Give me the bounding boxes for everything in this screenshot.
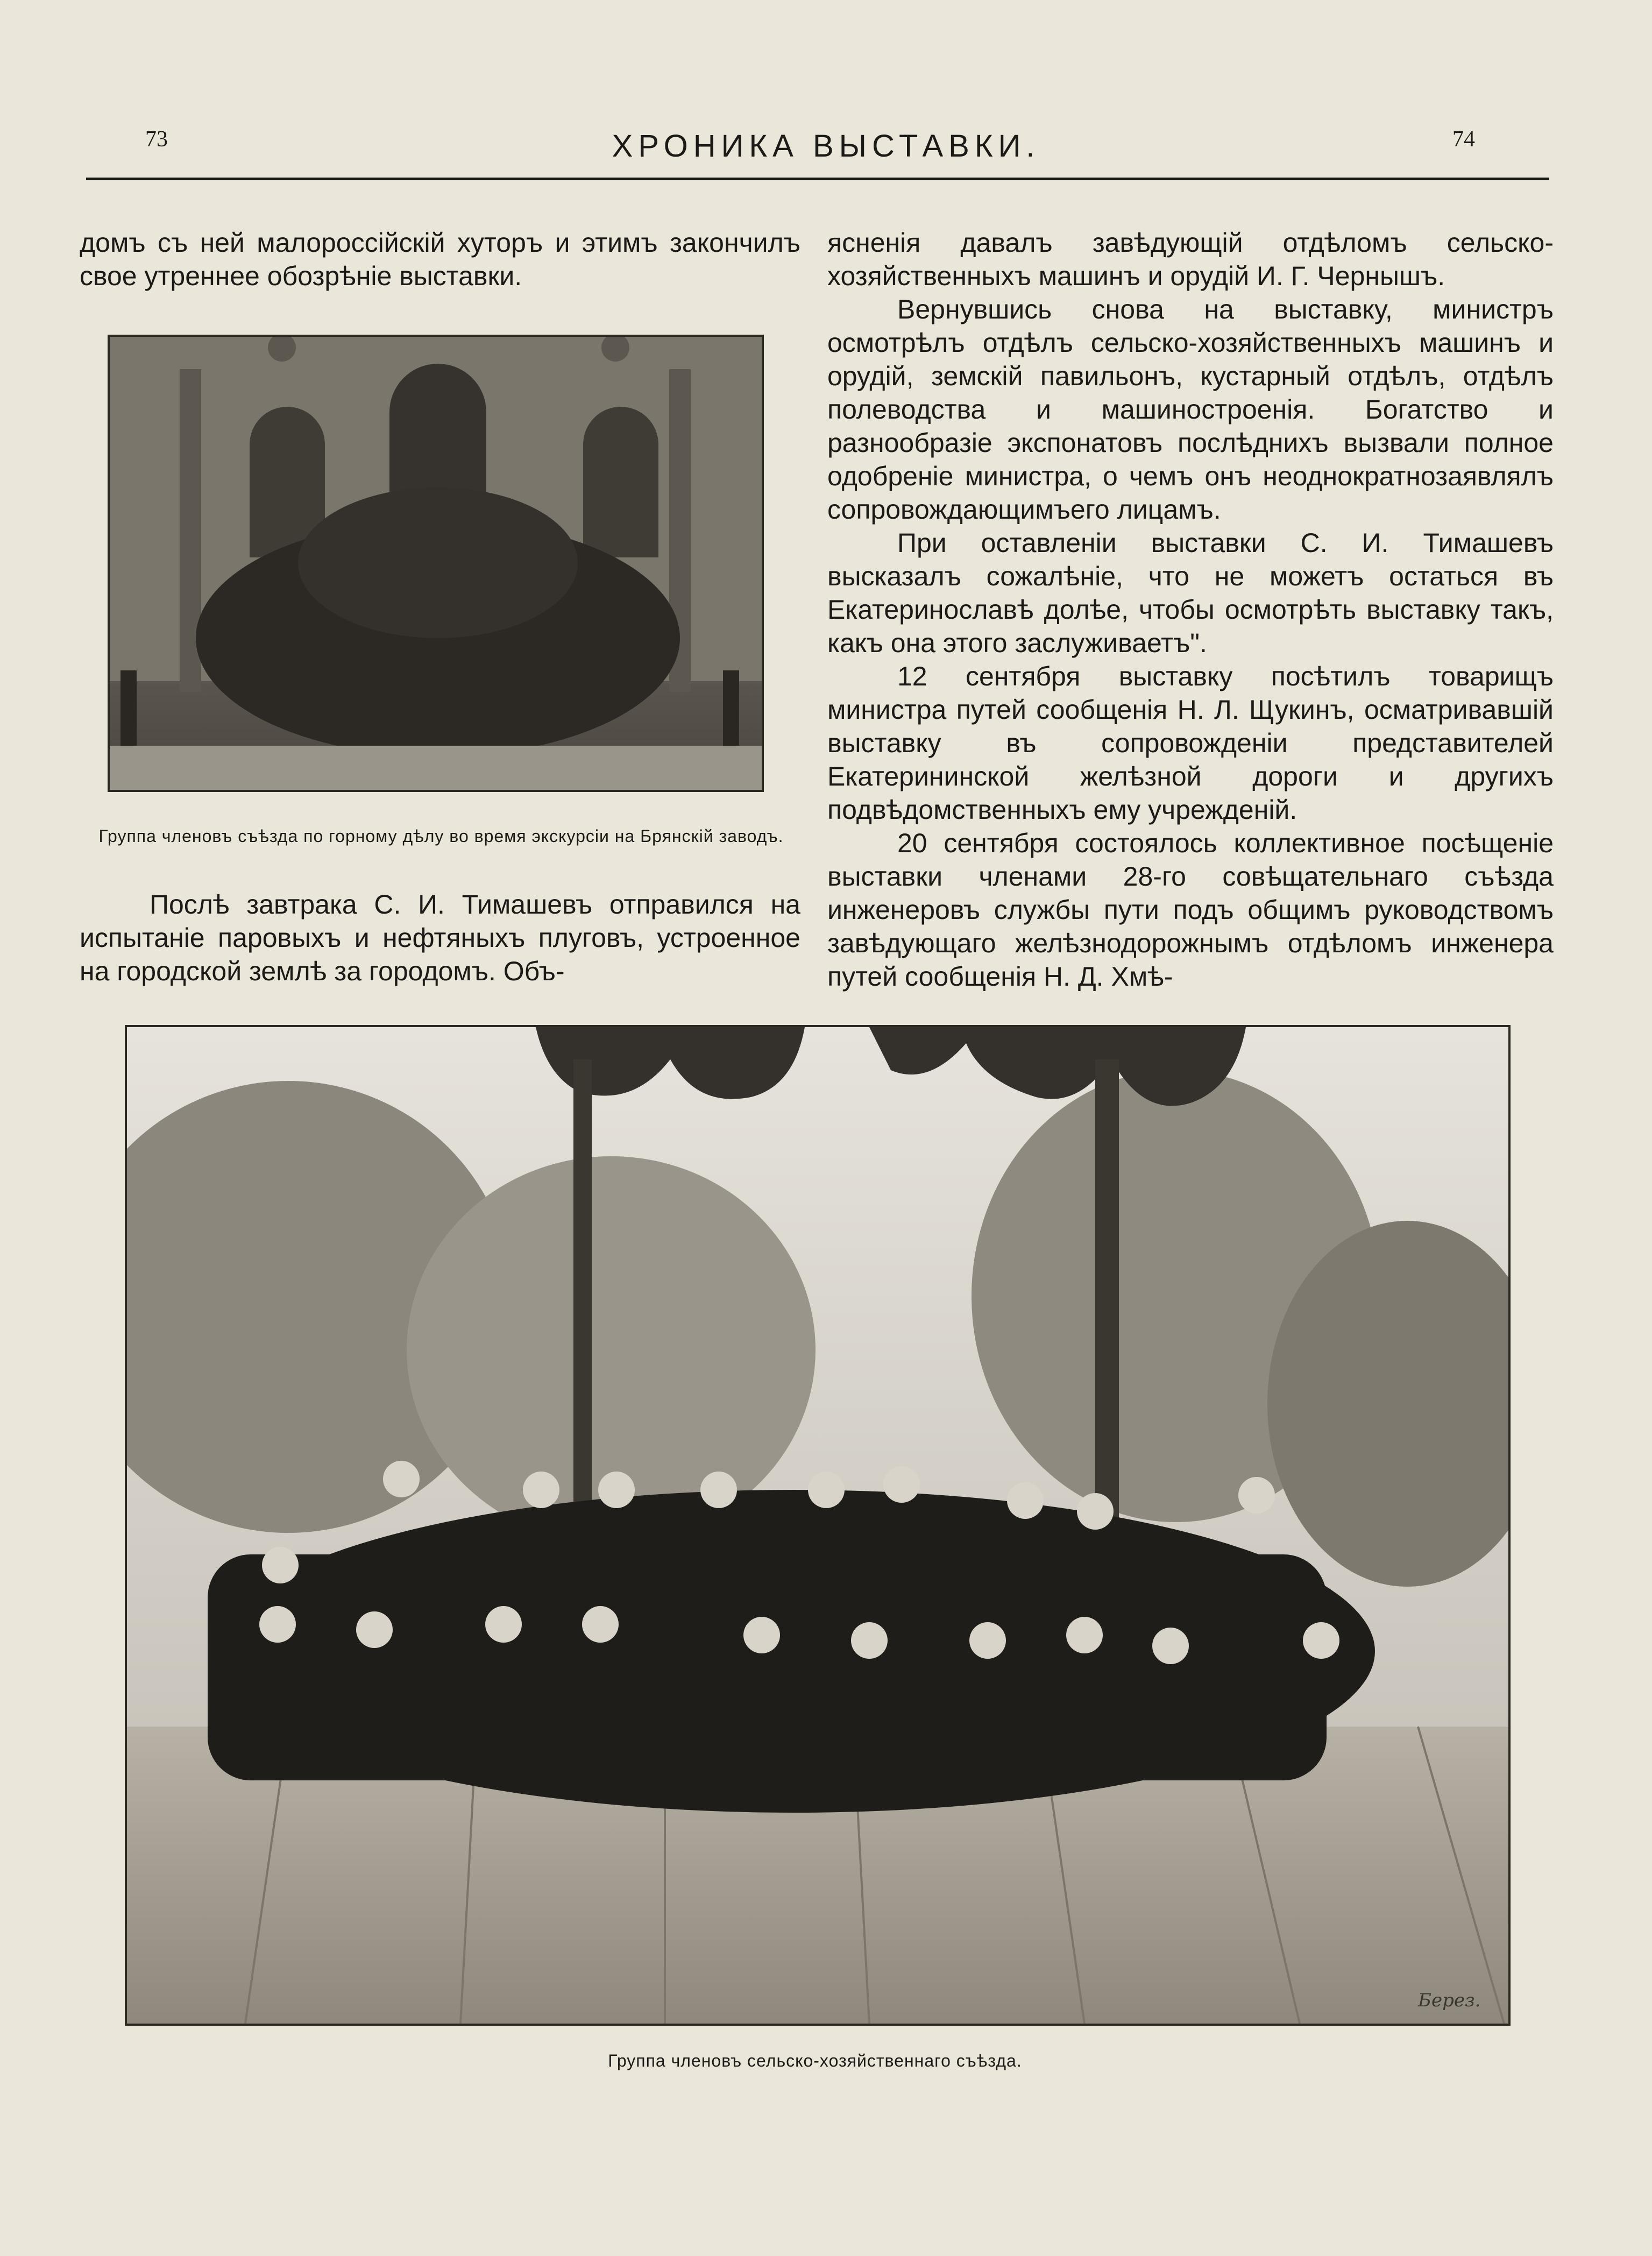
paragraph: 12 сентября выставку посѣтилъ товарищъ министра путей сообщенія Н. Л. Щукинъ, осматривавшій выставку въ сопровожденіи представителей Екатерининской желѣзной дороги и другихъ подвѣдомственныхъ ему учрежденій. (827, 661, 1554, 825)
photo-caption: Группа членовъ сельско-хозяйственнаго съѣзда. (608, 2051, 1022, 2070)
photographer-signature: Берез. (1418, 1990, 1481, 2011)
photo-group-agricultural-congress (125, 1025, 1511, 2026)
photo-group-bryansk-factory (108, 335, 764, 792)
photo-illustration (110, 337, 762, 790)
right-column (827, 226, 1554, 993)
paragraph: домъ съ ней малороссійскій хуторъ и этимъ закончилъ свое утреннее обозрѣніе выставки. (80, 228, 800, 291)
page-number-right: 74 (1452, 127, 1475, 152)
header-rule (86, 178, 1549, 180)
left-column-bottom (80, 888, 800, 988)
left-column-top (80, 226, 800, 293)
photo-illustration (127, 1027, 1508, 2024)
paragraph: ясненія давалъ завѣдующій отдѣломъ сельско-хозяйственныхъ машинъ и орудій И. Г. Чернышъ. (827, 228, 1554, 291)
paragraph: Послѣ завтрака С. И. Тимашевъ отправился на испытаніе паровыхъ и нефтяныхъ плуговъ, устроенное на городской землѣ за городомъ. Объ- (80, 889, 800, 986)
page-number-left: 73 (145, 127, 168, 152)
running-title: ХРОНИКА ВЫСТАВКИ. (612, 129, 1040, 164)
paragraph: 20 сентября состоялось коллективное посѣщеніе выставки членами 28-го совѣщательнаго съѣзда инженеровъ службы пути подъ общимъ руководствомъ завѣдующаго желѣзнодорожнымъ отдѣломъ инженера путей сообщенія Н. Д. Хмѣ- (827, 828, 1554, 992)
photo-caption: Группа членовъ съѣзда по горному дѣлу во время экскурсіи на Брянскій заводъ. (98, 826, 784, 846)
paragraph: Вернувшись снова на выставку, министръ осмотрѣлъ отдѣлъ сельско-хозяйственныхъ машинъ и орудій, земскій павильонъ, кустарный отдѣлъ, отдѣлъ полеводства и машиностроенія. Богатство и разнообразіе экспонатовъ послѣднихъ вызвали полное одобреніе министра, о чемъ онъ неоднократнозаявлялъ сопровождающимъего лицамъ. (827, 294, 1554, 525)
paragraph: При оставленіи выставки С. И. Тимашевъ высказалъ сожалѣніе, что не можетъ остаться въ Екатеринославѣ долѣе, чтобы осмотрѣть выставку такъ, какъ она этого заслуживаетъ". (827, 528, 1554, 658)
